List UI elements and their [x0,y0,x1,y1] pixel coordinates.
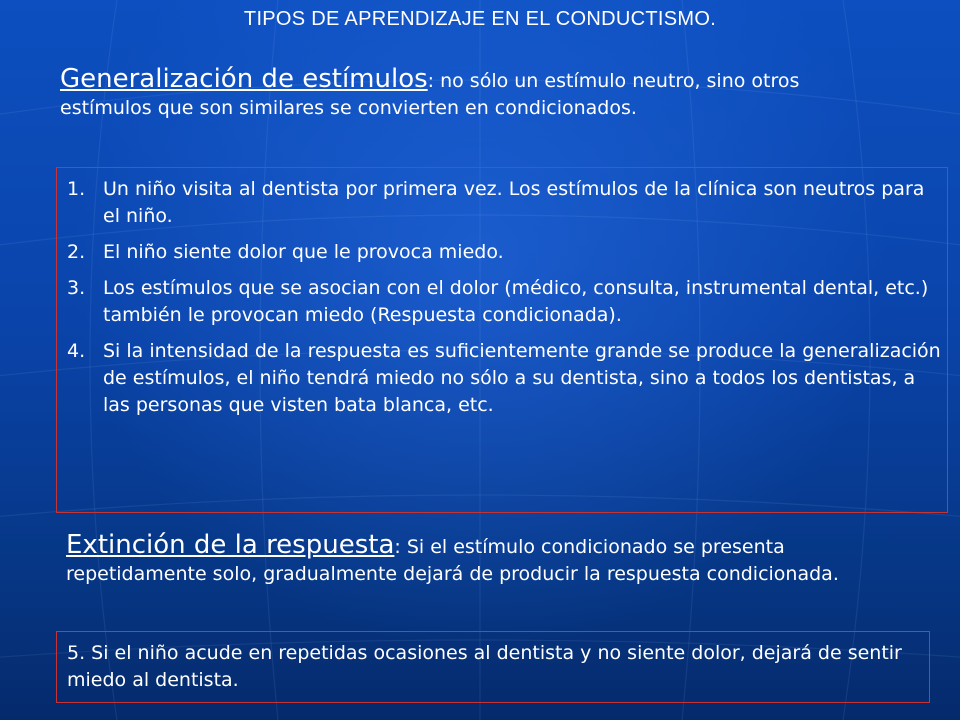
generalization-intro [60,66,890,122]
slide-title: TIPOS DE APRENDIZAJE EN EL CONDUCTISMO. [243,8,717,30]
step-text: Los estímulos que se asocian con el dolor (médico, consulta, instrumental dental, etc.) también le provocan miedo (Respuesta condicionada). [103,277,929,326]
extinction-definition: : Si el estímulo condicionado se presenta repetidamente solo, gradualmente dejará de producir la respuesta condicionada. [66,536,839,585]
step-text: El niño siente dolor que le provoca miedo. [103,241,504,263]
example-step-4 [57,338,947,419]
step-text: Un niño visita al dentista por primera vez. Los estímulos de la clínica son neutros para el niño. [103,178,925,227]
generalization-heading: Generalización de estímulos [60,64,428,94]
step-text: Si la intensidad de la respuesta es suficientemente grande se produce la generalización de estímulos, el niño tendrá miedo no sólo a su dentista, sino a todos los dentistas, a las personas que visten bata blanca, etc. [103,340,941,416]
extinction-example-text: 5. Si el niño acude en repetidas ocasiones al dentista y no siente dolor, dejará de sentir miedo al dentista. [67,642,902,691]
generalization-definition: : no sólo un estímulo neutro, sino otros estímulos que son similares se convierten en condicionados. [60,70,800,119]
example-step-2 [57,239,947,266]
extinction-example-box [56,631,930,703]
example-steps-list [57,168,947,419]
extinction-intro [66,532,906,588]
generalization-example-box [56,167,948,513]
step-number: 3. [67,277,86,299]
example-step-1 [57,176,947,230]
step-number: 1. [67,178,86,200]
step-number: 2. [67,241,86,263]
example-step-3 [57,275,947,329]
extinction-heading: Extinción de la respuesta [66,530,395,560]
step-number: 4. [67,340,86,362]
